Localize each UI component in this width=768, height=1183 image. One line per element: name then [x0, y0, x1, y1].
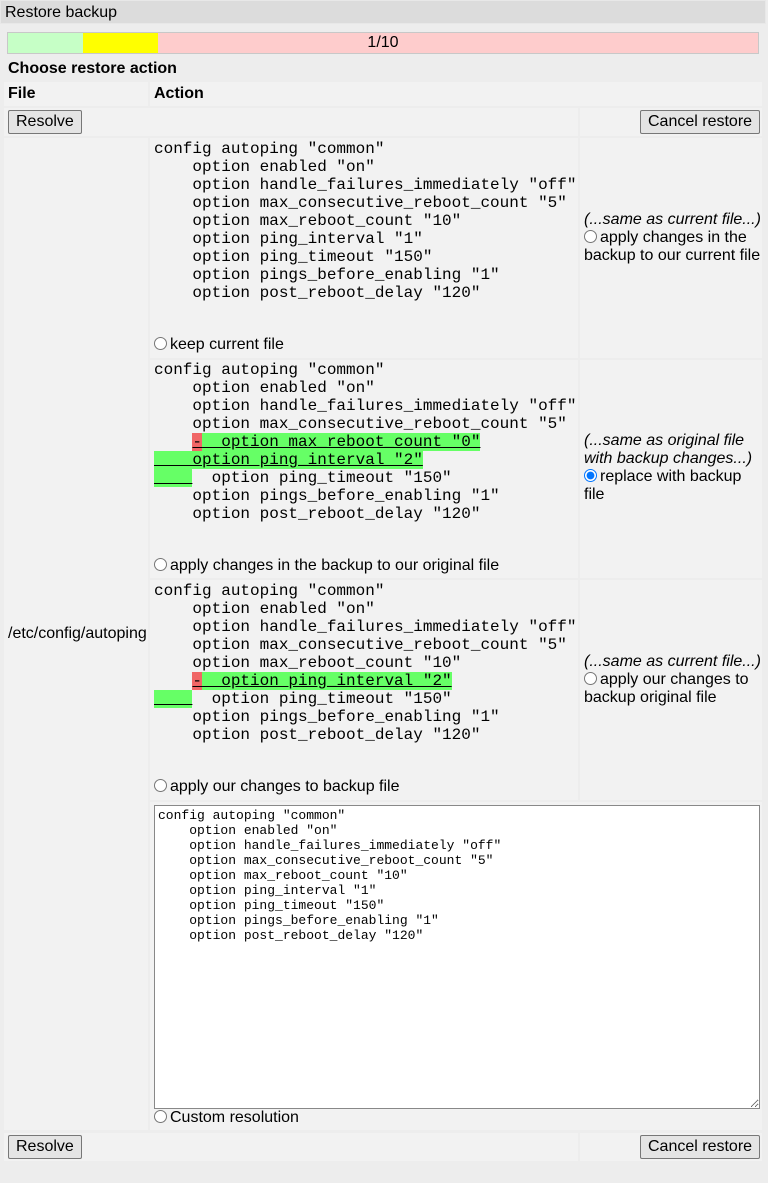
code-line: option ping_interval "1" — [154, 230, 423, 248]
keep-current-file-radio[interactable] — [154, 337, 167, 350]
diff-deletion: - — [192, 433, 203, 451]
apply-ours-to-backup-radio[interactable] — [154, 779, 167, 792]
code-line: option handle_failures_immediately "off" — [154, 397, 577, 415]
radio-label: replace with backup file — [584, 468, 742, 503]
option1-right-info — [584, 211, 762, 265]
code-line: config autoping "common" — [154, 582, 385, 600]
replace-with-backup-option[interactable] — [584, 468, 741, 503]
apply-backup-to-original-radio[interactable] — [154, 558, 167, 571]
progress-text: 1/10 — [367, 34, 399, 51]
diff-backup-changes — [154, 361, 576, 523]
option2-right-info — [584, 432, 762, 504]
custom-resolution-textarea[interactable] — [154, 805, 760, 1109]
diff-deletion: - — [192, 672, 203, 690]
apply-ours-to-backup-original-radio[interactable] — [584, 672, 597, 685]
window-title: Restore backup — [0, 0, 766, 24]
diff-insertion — [154, 690, 192, 708]
apply-ours-to-backup-option[interactable] — [154, 778, 399, 796]
code-line: option max_consecutive_reboot_count "5" — [154, 194, 567, 212]
button-row-bottom-left — [4, 1133, 578, 1161]
code-line: option pings_before_enabling "1" — [154, 487, 500, 505]
radio-label: Custom resolution — [170, 1109, 299, 1126]
code-line: config autoping "common" — [154, 140, 385, 158]
radio-label: apply our changes to backup file — [170, 778, 400, 795]
button-row-top-left — [4, 108, 578, 136]
code-line: option max_consecutive_reboot_count "5" — [154, 636, 567, 654]
code-line: option enabled "on" — [154, 600, 375, 618]
radio-label: apply changes in the backup to our original file — [170, 557, 500, 574]
same-as-note: (...same as current file...) — [584, 653, 761, 670]
code-line: option ping_timeout "150" — [192, 690, 452, 708]
code-line: option post_reboot_delay "120" — [154, 505, 481, 523]
code-line: option enabled "on" — [154, 158, 375, 176]
replace-with-backup-radio[interactable] — [584, 469, 597, 482]
option3-right-info — [584, 653, 762, 707]
action-column-header-cell — [150, 82, 762, 106]
apply-backup-to-current-option[interactable] — [584, 229, 760, 264]
cancel-restore-button-bottom[interactable]: Cancel restore — [640, 1135, 760, 1159]
radio-label: apply changes in the backup to our current file — [584, 229, 761, 264]
code-line: option pings_before_enabling "1" — [154, 708, 500, 726]
file-column-header: File — [8, 85, 36, 102]
apply-backup-to-current-radio[interactable] — [584, 230, 597, 243]
code-line: option handle_failures_immediately "off" — [154, 618, 577, 636]
diff-insertion: option ping_interval "2" — [202, 672, 452, 690]
resolve-button-bottom[interactable]: Resolve — [8, 1135, 82, 1159]
diff-insertion — [154, 469, 192, 487]
same-as-note: (...same as current file...) — [584, 211, 761, 228]
code-line: option enabled "on" — [154, 379, 375, 397]
diff-current-file — [154, 140, 576, 302]
keep-current-file-option[interactable] — [154, 336, 284, 354]
diff-insertion: option ping_interval "2" — [154, 451, 423, 469]
resolve-button-top[interactable]: Resolve — [8, 110, 82, 134]
same-as-note: (...same as original file with backup changes...) — [584, 432, 753, 467]
code-line: option pings_before_enabling "1" — [154, 266, 500, 284]
code-line: option max_reboot_count "10" — [154, 654, 462, 672]
apply-backup-to-original-option[interactable] — [154, 557, 499, 575]
code-line: option max_consecutive_reboot_count "5" — [154, 415, 567, 433]
code-line: option post_reboot_delay "120" — [154, 726, 481, 744]
action-column-header: Action — [154, 85, 204, 102]
file-name: /etc/config/autoping — [8, 625, 147, 642]
code-line: option ping_timeout "150" — [154, 248, 433, 266]
section-title: Choose restore action — [8, 60, 177, 77]
cancel-restore-button-top[interactable]: Cancel restore — [640, 110, 760, 134]
code-line: option handle_failures_immediately "off" — [154, 176, 577, 194]
diff-insertion: option max_reboot_count "0" — [202, 433, 481, 451]
code-line: option post_reboot_delay "120" — [154, 284, 481, 302]
custom-resolution-radio[interactable] — [154, 1110, 167, 1123]
radio-label: apply our changes to backup original file — [584, 671, 749, 706]
diff-our-changes — [154, 582, 576, 744]
code-line: config autoping "common" — [154, 361, 385, 379]
code-line: option ping_timeout "150" — [192, 469, 452, 487]
restore-progress-bar — [7, 32, 759, 54]
code-line: option max_reboot_count "10" — [154, 212, 462, 230]
custom-resolution-option[interactable] — [154, 1109, 299, 1127]
apply-ours-to-backup-original-option[interactable] — [584, 671, 749, 706]
radio-label: keep current file — [170, 336, 284, 353]
